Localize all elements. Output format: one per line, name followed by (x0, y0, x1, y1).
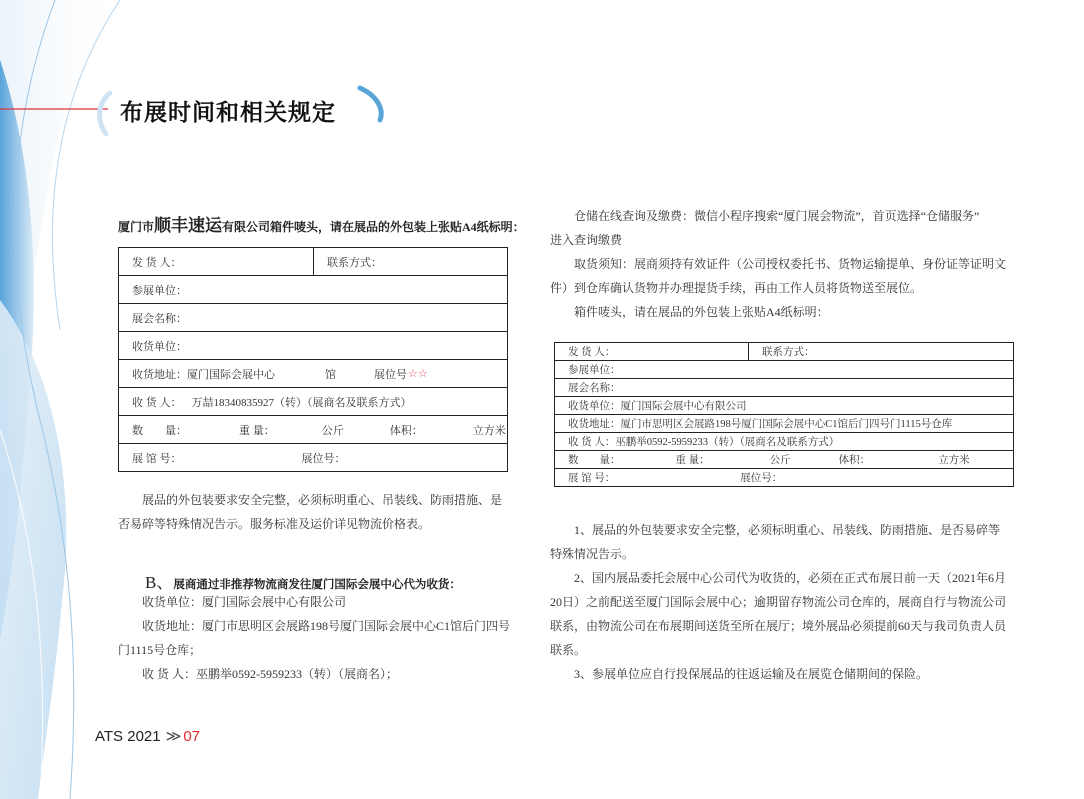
section-b-address-line2: 门1115号仓库； (118, 643, 202, 657)
shipping-label-form-a (118, 247, 508, 472)
rule-2-line3: 联系，由物流公司在布展期间送货至所在展厅；境外展品必须提前60天与我司负责人员 (550, 619, 1007, 633)
address-value: 厦门国际会展中心 (187, 368, 275, 381)
table-row (119, 416, 508, 444)
consignee-cell: 收 货 人：巫鹏举0592-5959233（转）（展商名及联系方式） (555, 433, 1014, 451)
section-b-title: 展商通过非推荐物流商发往厦门国际会展中心代为收货： (173, 579, 461, 591)
pickup-line1: 取货须知：展商须持有效证件（公司授权委托书、货物运输提单、身份证等证明文 (574, 257, 1007, 271)
title-arc-right (360, 88, 381, 120)
contact-cell: 联系方式： (749, 343, 1014, 361)
quantity-row-cell (119, 416, 508, 444)
consignee-value: 万喆18340835927（转）（展商名及联系方式） (191, 396, 412, 409)
hall-no-label: 展 馆 号： (568, 473, 616, 484)
consignee-label: 收 货 人： (132, 396, 182, 409)
packaging-note-line1: 展品的外包装要求安全完整，必须标明重心、吊装线、防雨措施、是 (142, 493, 503, 507)
quantity-label: 数 量： (568, 455, 621, 466)
page-number: 07 (183, 728, 200, 745)
quantity-row-cell (555, 451, 1014, 469)
rule-1-line2: 特殊情况告示。 (550, 547, 635, 561)
section-b-consignee: 收 货 人：巫鹏举0592-5959233（转）（展商名）； (142, 667, 398, 681)
table-row (119, 276, 508, 304)
weight-label: 重 量： (239, 424, 275, 437)
table-row (555, 415, 1014, 433)
table-row (555, 469, 1014, 487)
heading-company-big: 顺丰速运 (154, 216, 223, 235)
receiver-unit-cell: 收货单位： (119, 332, 508, 360)
shipping-label-form-b (554, 342, 1014, 487)
cubic-label: 立方米 (472, 424, 506, 437)
booth-label: 展位号： (301, 452, 346, 465)
storage-line2: 进入查询缴费 (550, 233, 623, 247)
contact-cell: 联系方式： (314, 248, 508, 276)
kg-label: 公斤 (321, 424, 344, 437)
table-row (119, 304, 508, 332)
table-row (119, 248, 508, 276)
section-b-receiver: 收货单位：厦门国际会展中心有限公司 (142, 595, 347, 609)
receiver-unit-cell: 收货单位：厦门国际会展中心有限公司 (555, 397, 1014, 415)
rule-2-line4: 联系。 (550, 643, 587, 657)
kg-label: 公斤 (769, 455, 791, 466)
quantity-label: 数 量： (132, 424, 187, 437)
table-row (119, 332, 508, 360)
right-intro (550, 204, 1030, 324)
table-row (555, 343, 1014, 361)
address-cell: 收货地址：厦门市思明区会展路198号厦门国际会展中心C1馆后门四号门1115号仓库 (555, 415, 1014, 433)
section-b-letter: B、 (145, 573, 174, 592)
sender-cell: 发 货 人： (119, 248, 314, 276)
sender-cell: 发 货 人： (555, 343, 749, 361)
rule-2-line1: 2、国内展品委托会展中心公司代为收货的，必须在正式布展日前一天（2021年6月 (574, 571, 1007, 585)
table-row (119, 388, 508, 416)
title-arc-left (100, 93, 110, 134)
rule-3: 3、参展单位应自行投保展品的往返运输及在展览仓储期间的保险。 (574, 667, 929, 681)
table-row (119, 360, 508, 388)
address-label: 收货地址： (132, 368, 187, 381)
storage-line1: 仓储在线查询及缴费：微信小程序搜索“厦门展会物流”，首页选择“仓储服务” (574, 209, 980, 223)
section-b-body (118, 590, 528, 686)
consignee-cell (119, 388, 508, 416)
exhibitor-cell: 参展单位： (119, 276, 508, 304)
table-row (119, 444, 508, 472)
hall-no-label: 展 馆 号： (132, 452, 182, 465)
table-row (555, 361, 1014, 379)
table-row (555, 451, 1014, 469)
hall-row-cell (555, 469, 1014, 487)
heading-suffix: 有限公司箱件唛头，请在展品的外包装上张贴A4纸标明： (222, 220, 525, 234)
table-row (555, 379, 1014, 397)
page-title: 布展时间和相关规定 (120, 100, 336, 126)
hall-row-cell (119, 444, 508, 472)
section-b-address-line1: 收货地址：厦门市思明区会展路198号厦门国际会展中心C1馆后门四号 (142, 619, 511, 633)
table-row (555, 433, 1014, 451)
rule-1-line1: 1、展品的外包装要求安全完整，必须标明重心、吊装线、防雨措施、是否易碎等 (574, 523, 1001, 537)
pickup-line2: 件）到仓库确认货物并办理提货手续，再由工作人员将货物送至展位。 (550, 281, 923, 295)
exhibition-name-cell: 展会名称： (119, 304, 508, 332)
lower-swoosh (0, 300, 66, 799)
stars-icon: ☆☆ (408, 368, 428, 380)
heading-prefix: 厦门市 (118, 220, 155, 234)
packaging-note (118, 488, 528, 536)
double-chevron-icon: ≫ (165, 728, 182, 745)
footer (95, 727, 200, 745)
section-a-heading (118, 211, 525, 236)
mark-note: 箱件唛头，请在展品的外包装上张贴A4纸标明： (574, 305, 829, 319)
weight-label: 重 量： (675, 455, 710, 466)
cubic-label: 立方米 (938, 455, 970, 466)
footer-label: ATS 2021 (95, 728, 161, 745)
exhibition-name-cell: 展会名称： (555, 379, 1014, 397)
rule-2-line2: 20日）之前配送至厦门国际会展中心；逾期留存物流公司仓库的，展商自行与物流公司 (550, 595, 1007, 609)
booth-label: 展位号： (740, 473, 783, 484)
address-cell (119, 360, 508, 388)
volume-label: 体积： (838, 455, 871, 466)
volume-label: 体积： (389, 424, 423, 437)
exhibitor-cell: 参展单位： (555, 361, 1014, 379)
booth-no-label: 展位号 (374, 368, 407, 381)
hall-label: 馆 (325, 368, 336, 381)
table-row (555, 397, 1014, 415)
packaging-note-line2: 否易碎等特殊情况告示。服务标准及运价详见物流价格表。 (118, 517, 431, 531)
rules-list (550, 518, 1030, 686)
